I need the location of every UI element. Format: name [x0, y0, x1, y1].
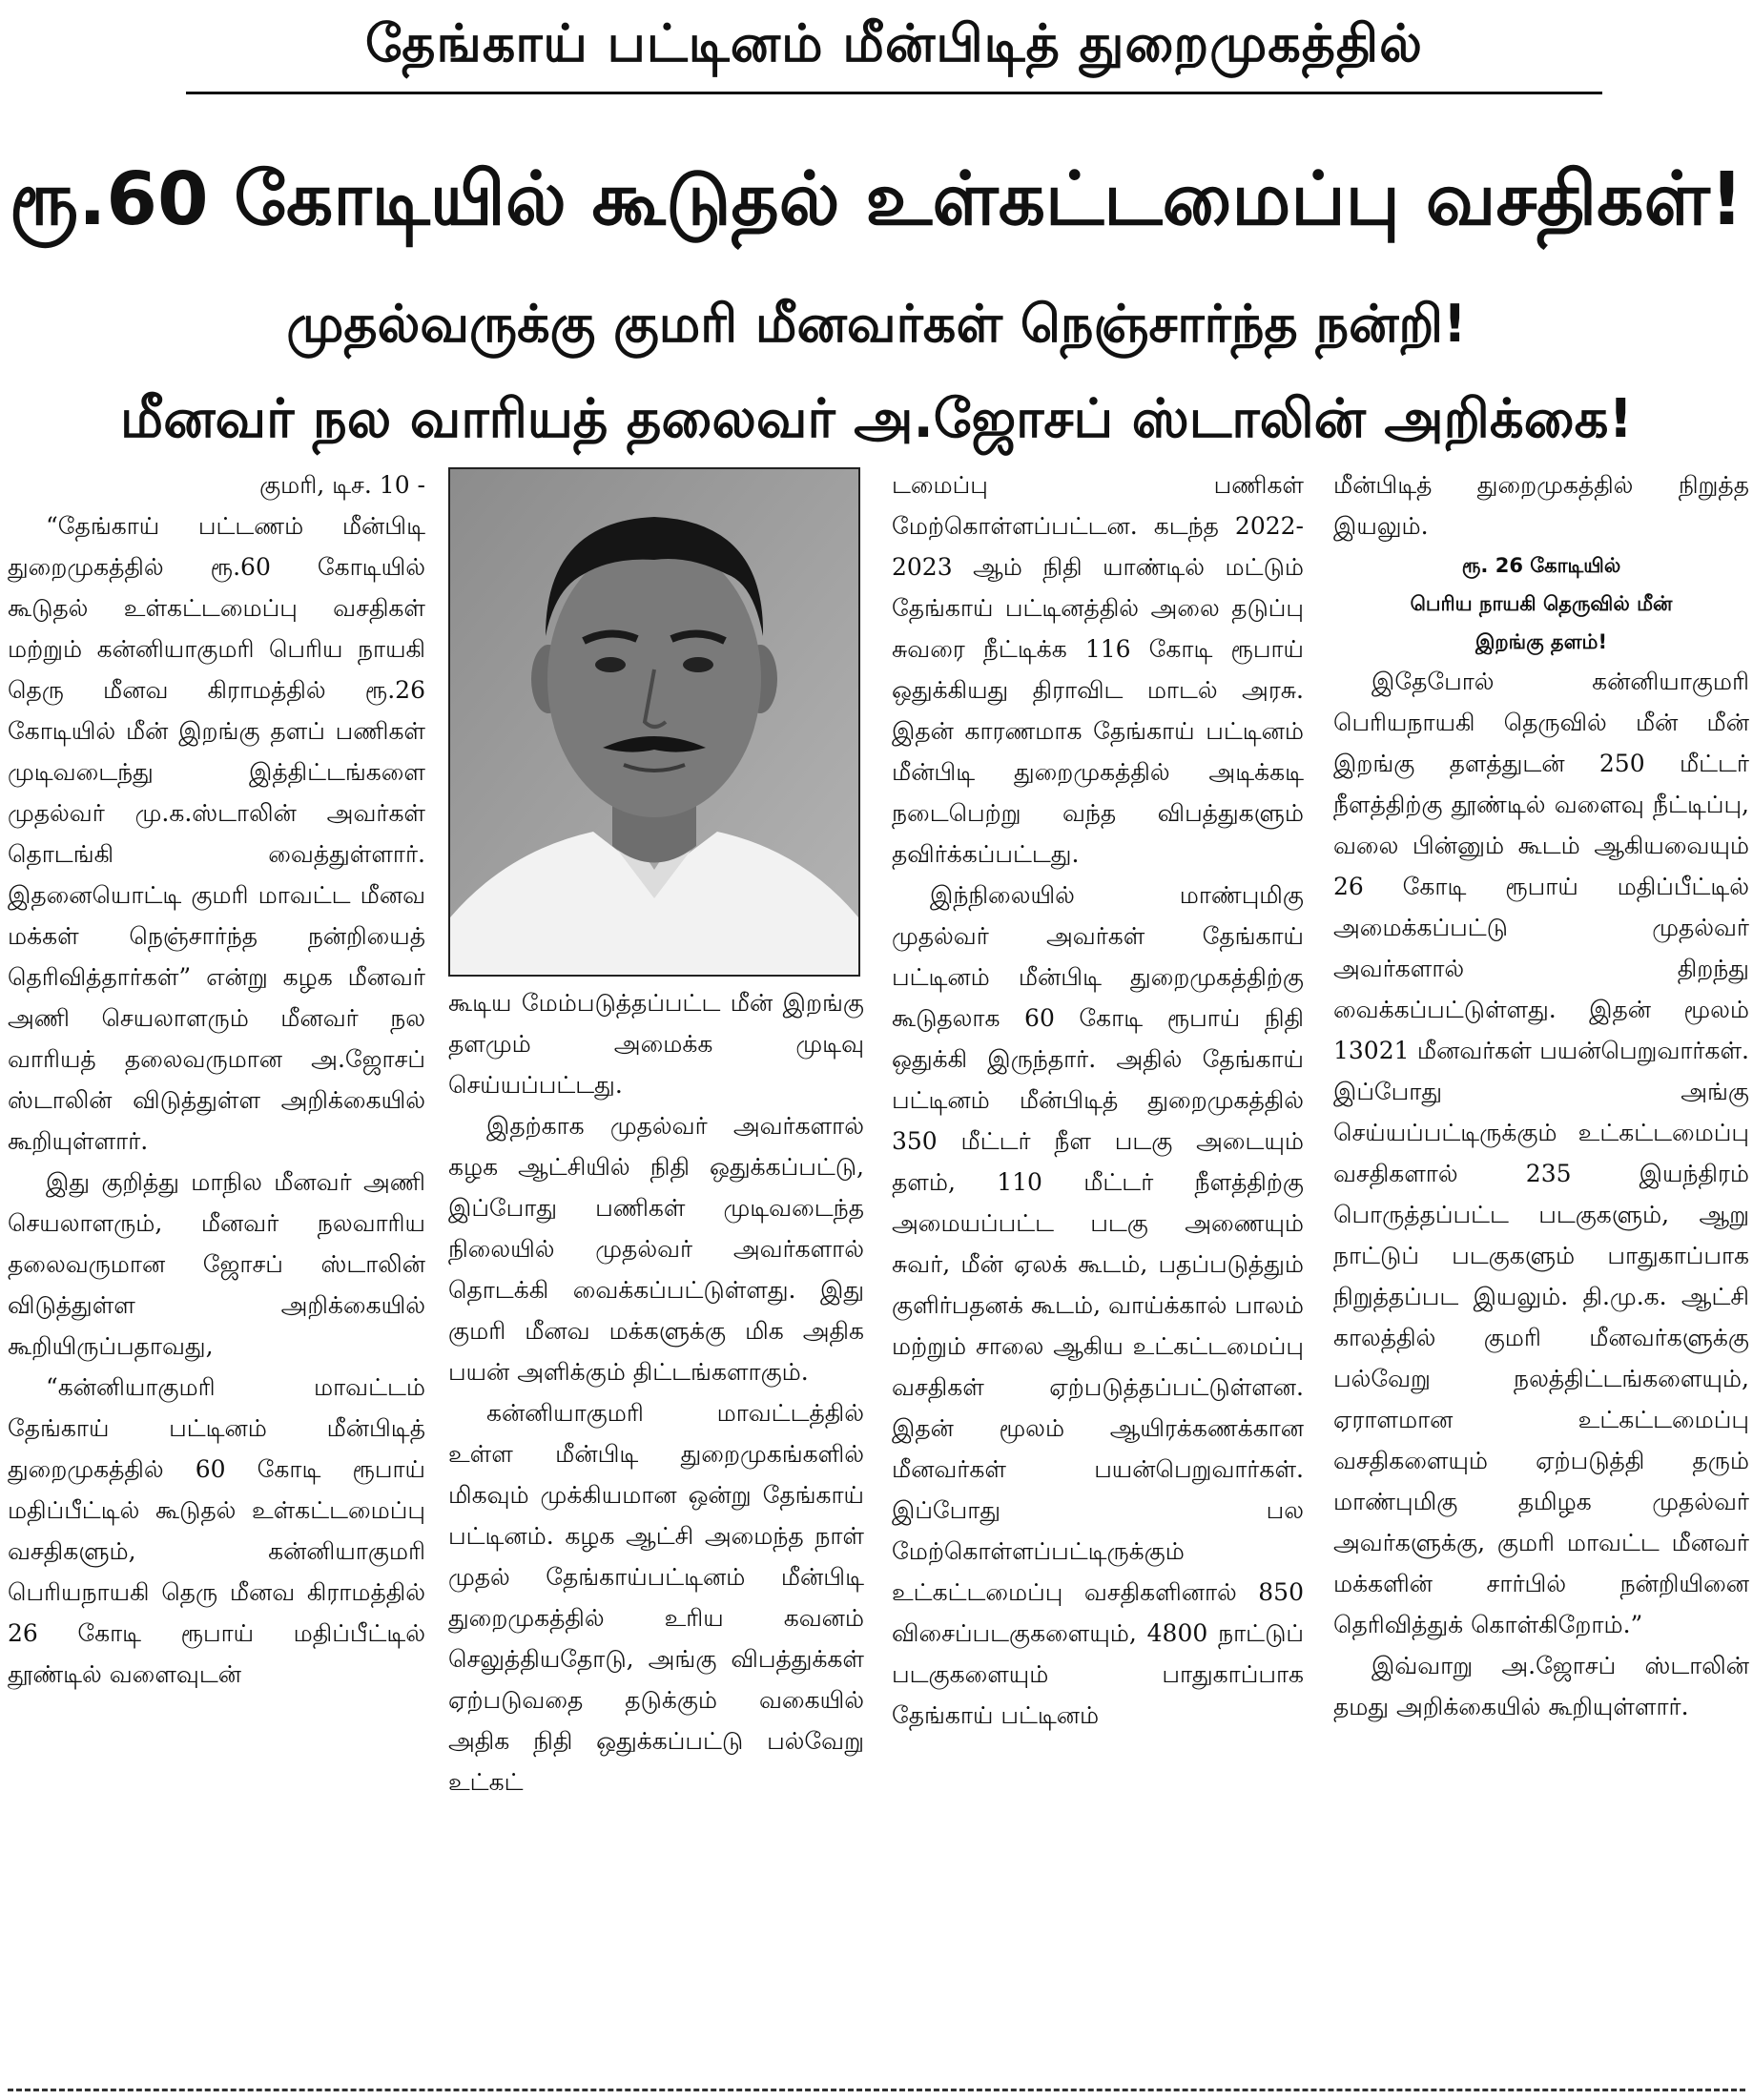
subheadline-1: முதல்வருக்கு குமரி மீனவர்கள் நெஞ்சார்ந்த நன்றி! — [286, 294, 1467, 354]
kicker-headline: தேங்காய் பட்டினம் மீன்பிடித் துறைமுகத்தில் — [364, 13, 1424, 73]
paragraph: இதேபோல் கன்னியாகுமரி பெரியநாயகி தெருவில் மீன் மீன் இறங்கு தளத்துடன் 250 மீட்டர் நீளத்திற்கு தூண்டில் வளைவு நீட்டிப்பு, வலை பின்னும் கூடம் ஆகியவையும் 26 கோடி ரூபாய் மதிப்பீட்டில் அமைக்கப்பட்டு முதல்வர் அவர்களால் திறந்து வைக்கப்பட்டுள்ளது. இதன் மூலம் 13021 மீனவர்கள் பயன்பெறுவார்கள். இப்போது அங்கு செய்யப்பட்டிருக்கும் உட்கட்டமைப்பு வசதிகளால் 235 இயந்திரம் பொருத்தப்பட்ட படகுகளும், ஆறு நாட்டுப் படகுகளும் பாதுகாப்பாக நிறுத்தப்பட இயலும். தி.மு.க. ஆட்சி காலத்தில் குமரி மீனவர்களுக்கு பல்வேறு நலத்திட்டங்களையும், ஏராளமான உட்கட்டமைப்பு வசதிகளையும் ஏற்படுத்தி தரும் மாண்புமிகு தமிழக முதல்வர் அவர்களுக்கு, குமரி மாவட்ட மீனவர் மக்களின் சார்பில் நன்றியினை தெரிவித்துக் கொள்கிறோம்.” — [1333, 668, 1749, 1638]
paragraph: டமைப்பு பணிகள் மேற்கொள்ளப்பட்டன. கடந்த 2022-2023 ஆம் நிதி யாண்டில் மட்டும் தேங்காய் பட்டினத்தில் அலை தடுப்பு சுவரை நீட்டிக்க 116 கோடி ரூபாய் ஒதுக்கியது திராவிட மாடல் அரசு. இதன் காரணமாக தேங்காய் பட்டினம் மீன்பிடி துறைமுகத்தில் அடிக்கடி நடைபெற்று வந்த விபத்துகளும் தவிர்க்கப்பட்டது. — [892, 471, 1304, 868]
paragraph: இவ்வாறு அ.ஜோசப் ஸ்டாலின் தமது அறிக்கையில் கூறியுள்ளார். — [1333, 1652, 1749, 1720]
section-subhead — [1333, 546, 1749, 661]
subheadline-2: மீனவர் நல வாரியத் தலைவர் அ.ஜோசப் ஸ்டாலின் அறிக்கை! — [119, 388, 1634, 450]
article-column-4 — [1333, 464, 1749, 2076]
main-headline: ரூ.60 கோடியில் கூடுதல் உள்கட்டமைப்பு வசதிகள்! — [9, 157, 1744, 242]
portrait-illustration — [450, 469, 858, 975]
paragraph: “கன்னியாகுமரி மாவட்டம் தேங்காய் பட்டினம் மீன்பிடித் துறைமுகத்தில் 60 கோடி ரூபாய் மதிப்பீட்டில் கூடுதல் உள்கட்டமைப்பு வசதிகளும், கன்னியாகுமரி பெரியநாயகி தெரு மீனவ கிராமத்தில் 26 கோடி ரூபாய் மதிப்பீட்டில் தூண்டில் வளைவுடன் — [8, 1373, 425, 1688]
paragraph: இது குறித்து மாநில மீனவர் அணி செயலாளரும், மீனவர் நலவாரிய தலைவருமான ஜோசப் ஸ்டாலின் விடுத்துள்ள அறிக்கையில் கூறியிருப்பதாவது, — [8, 1168, 425, 1360]
paragraph: மீன்பிடித் துறைமுகத்தில் நிறுத்த இயலும். — [1333, 471, 1749, 540]
section-subhead-line: ரூ. 26 கோடியில் — [1461, 554, 1621, 577]
bottom-dashed-rule — [8, 2089, 1745, 2091]
paragraph: இந்நிலையில் மாண்புமிகு முதல்வர் அவர்கள் தேங்காய் பட்டினம் மீன்பிடி துறைமுகத்திற்கு கூடுதலாக 60 கோடி ரூபாய் நிதி ஒதுக்கி இருந்தார். அதில் தேங்காய் பட்டினம் மீன்பிடித் துறைமுகத்தில் 350 மீட்டர் நீள படகு அடையும் தளம், 110 மீட்டர் நீளத்திற்கு அமையப்பட்ட படகு அணையும் சுவர், மீன் ஏலக் கூடம், பதப்படுத்தும் குளிர்பதனக் கூடம், வாய்க்கால் பாலம் மற்றும் சாலை ஆகிய உட்கட்டமைப்பு வசதிகள் ஏற்படுத்தப்பட்டுள்ளன. இதன் மூலம் ஆயிரக்கணக்கான மீனவர்கள் பயன்பெறுவார்கள். இப்போது பல மேற்கொள்ளப்பட்டிருக்கும் உட்கட்டமைப்பு வசதிகளினால் 850 விசைப்படகுகளையும், 4800 நாட்டுப் படகுகளையும் பாதுகாப்பாக தேங்காய் பட்டினம் — [892, 881, 1304, 1729]
dateline: குமரி, டிச. 10 - — [259, 471, 425, 499]
portrait-photo — [448, 467, 860, 977]
kicker-rule — [186, 92, 1602, 94]
section-subhead-line: இறங்கு தளம்! — [1475, 630, 1608, 653]
paragraph: கன்னியாகுமரி மாவட்டத்தில் உள்ள மீன்பிடி துறைமுகங்களில் மிகவும் முக்கியமான ஒன்று தேங்காய் பட்டினம். கழக ஆட்சி அமைந்த நாள் முதல் தேங்காய்பட்டினம் மீன்பிடி துறைமுகத்தில் உரிய கவனம் செலுத்தியதோடு, அங்கு விபத்துக்கள் ஏற்படுவதை தடுக்கும் வகையில் அதிக நிதி ஒதுக்கப்பட்டு பல்வேறு உட்கட் — [448, 1399, 864, 1796]
paragraph: “தேங்காய் பட்டணம் மீன்பிடி துறைமுகத்தில் ரூ.60 கோடியில் கூடுதல் உள்கட்டமைப்பு வசதிகள் மற்றும் கன்னியாகுமரி பெரிய நாயகி தெரு மீனவ கிராமத்தில் ரூ.26 கோடியில் மீன் இறங்கு தளப் பணிகள் முடிவடைந்து இத்திட்டங்களை முதல்வர் மு.க.ஸ்டாலின் அவர்கள் தொடங்கி வைத்துள்ளார். இதனையொட்டி குமரி மாவட்ட மீனவ மக்கள் நெஞ்சார்ந்த நன்றியைத் தெரிவித்தார்கள்” என்று கழக மீனவர் அணி செயலாளரும் மீனவர் நல வாரியத் தலைவருமான அ.ஜோசப் ஸ்டாலின் விடுத்துள்ள அறிக்கையில் கூறியுள்ளார். — [8, 512, 425, 1155]
article-column-1 — [8, 464, 425, 2076]
paragraph: இதற்காக முதல்வர் அவர்களால் கழக ஆட்சியில் நிதி ஒதுக்கப்பட்டு, இப்போது பணிகள் முடிவடைந்த நிலையில் முதல்வர் அவர்களால் தொடக்கி வைக்கப்பட்டுள்ளது. இது குமரி மீனவ மக்களுக்கு மிக அதிக பயன் அளிக்கும் திட்டங்களாகும். — [448, 1112, 864, 1386]
article-column-3 — [892, 464, 1304, 2076]
section-subhead-line: பெரிய நாயகி தெருவில் மீன் — [1410, 592, 1673, 615]
paragraph: கூடிய மேம்படுத்தப்பட்ட மீன் இறங்கு தளமும் அமைக்க முடிவு செய்யப்பட்டது. — [448, 989, 864, 1099]
article-column-2 — [448, 982, 864, 2076]
